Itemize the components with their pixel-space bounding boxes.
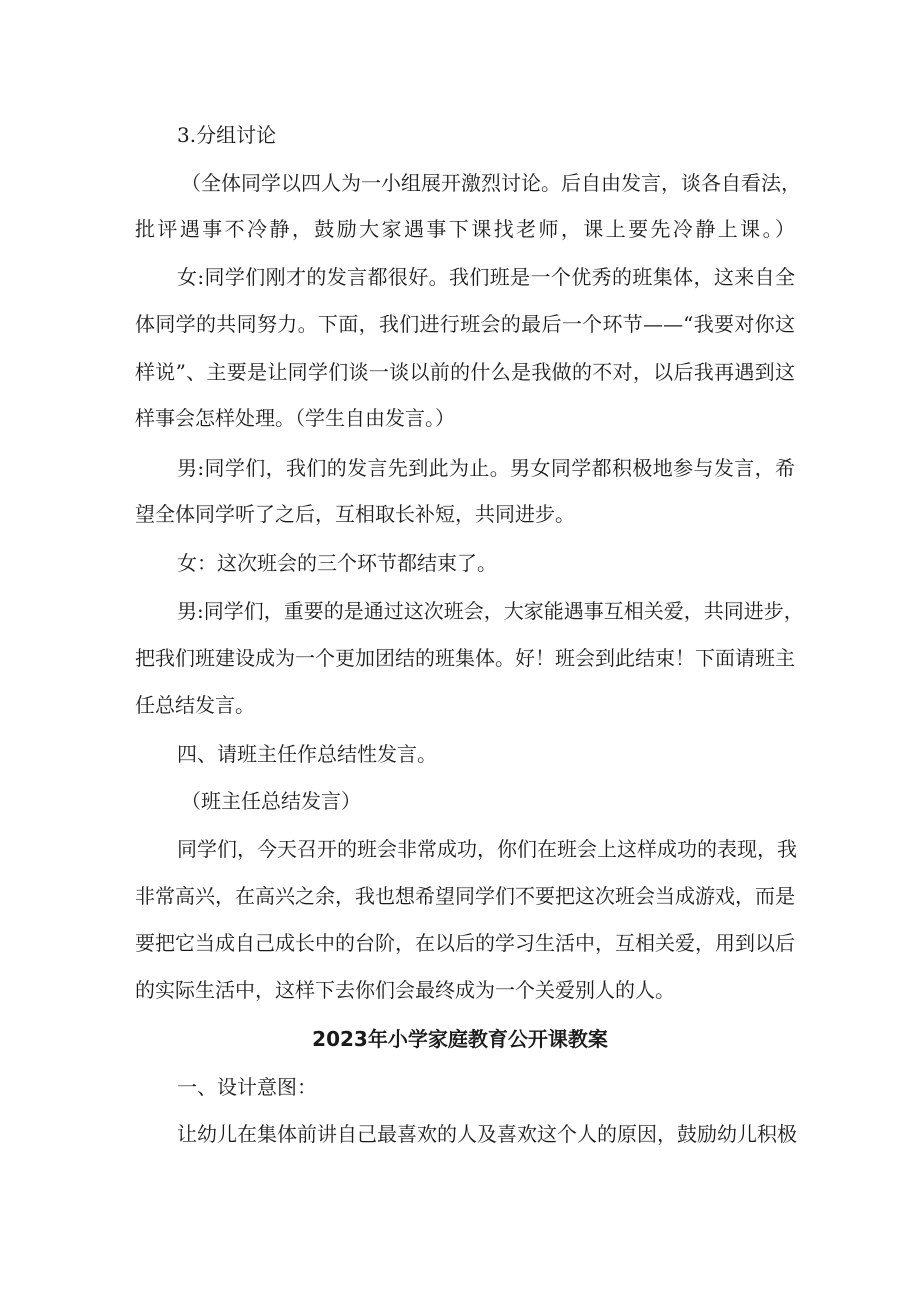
paragraph-line: 把我们班建设成为一个更加团结的班集体。好！班会到此结束！下面请班主 <box>135 646 795 670</box>
paragraph-line: 要把它当成自己成长中的台阶，在以后的学习生活中，互相关爱，用到以后 <box>135 931 795 955</box>
paragraph-line: 非常高兴，在高兴之余，我也想希望同学们不要把这次班会当成游戏，而是 <box>135 884 795 908</box>
paragraph-line: 样事会怎样处理。（学生自由发言。） <box>135 406 455 430</box>
paragraph-line: 批评遇事不冷静，鼓励大家遇事下课找老师，课上要先冷静上课。） <box>135 217 795 241</box>
paragraph-line: 女:同学们刚才的发言都很好。我们班是一个优秀的班集体，这来自全 <box>177 265 795 289</box>
paragraph-line: 体同学的共同努力。下面，我们进行班会的最后一个环节——“我要对你这 <box>135 312 795 336</box>
section-heading: 一、设计意图： <box>177 1075 317 1099</box>
paragraph-line: 样说”、主要是让同学们谈一谈以前的什么是我做的不对，以后我再遇到这 <box>135 360 795 384</box>
paragraph-line: 同学们，今天召开的班会非常成功，你们在班会上这样成功的表现，我 <box>177 837 797 861</box>
document-title: 2023年小学家庭教育公开课教案 <box>312 1027 608 1051</box>
paragraph-line: 男:同学们，我们的发言先到此为止。男女同学都积极地参与发言，希 <box>177 456 795 480</box>
paragraph-line: 任总结发言。 <box>135 693 255 717</box>
paragraph-line: 望全体同学听了之后，互相取长补短，共同进步。 <box>135 502 575 526</box>
paragraph-line: （班主任总结发言） <box>181 789 361 813</box>
section-heading: 3.分组讨论 <box>177 123 277 147</box>
paragraph-line: 男:同学们，重要的是通过这次班会，大家能遇事互相关爱，共同进步， <box>177 599 804 623</box>
paragraph-line: （全体同学以四人为一小组展开激烈讨论。后自由发言，谈各自看法， <box>181 171 801 195</box>
paragraph-line: 女：这次班会的三个环节都结束了。 <box>177 551 497 575</box>
paragraph-line: 的实际生活中，这样下去你们会最终成为一个关爱别人的人。 <box>135 978 675 1002</box>
section-heading: 四、请班主任作总结性发言。 <box>177 742 437 766</box>
paragraph-line: 让幼儿在集体前讲自己最喜欢的人及喜欢这个人的原因，鼓励幼儿积极 <box>177 1122 797 1146</box>
